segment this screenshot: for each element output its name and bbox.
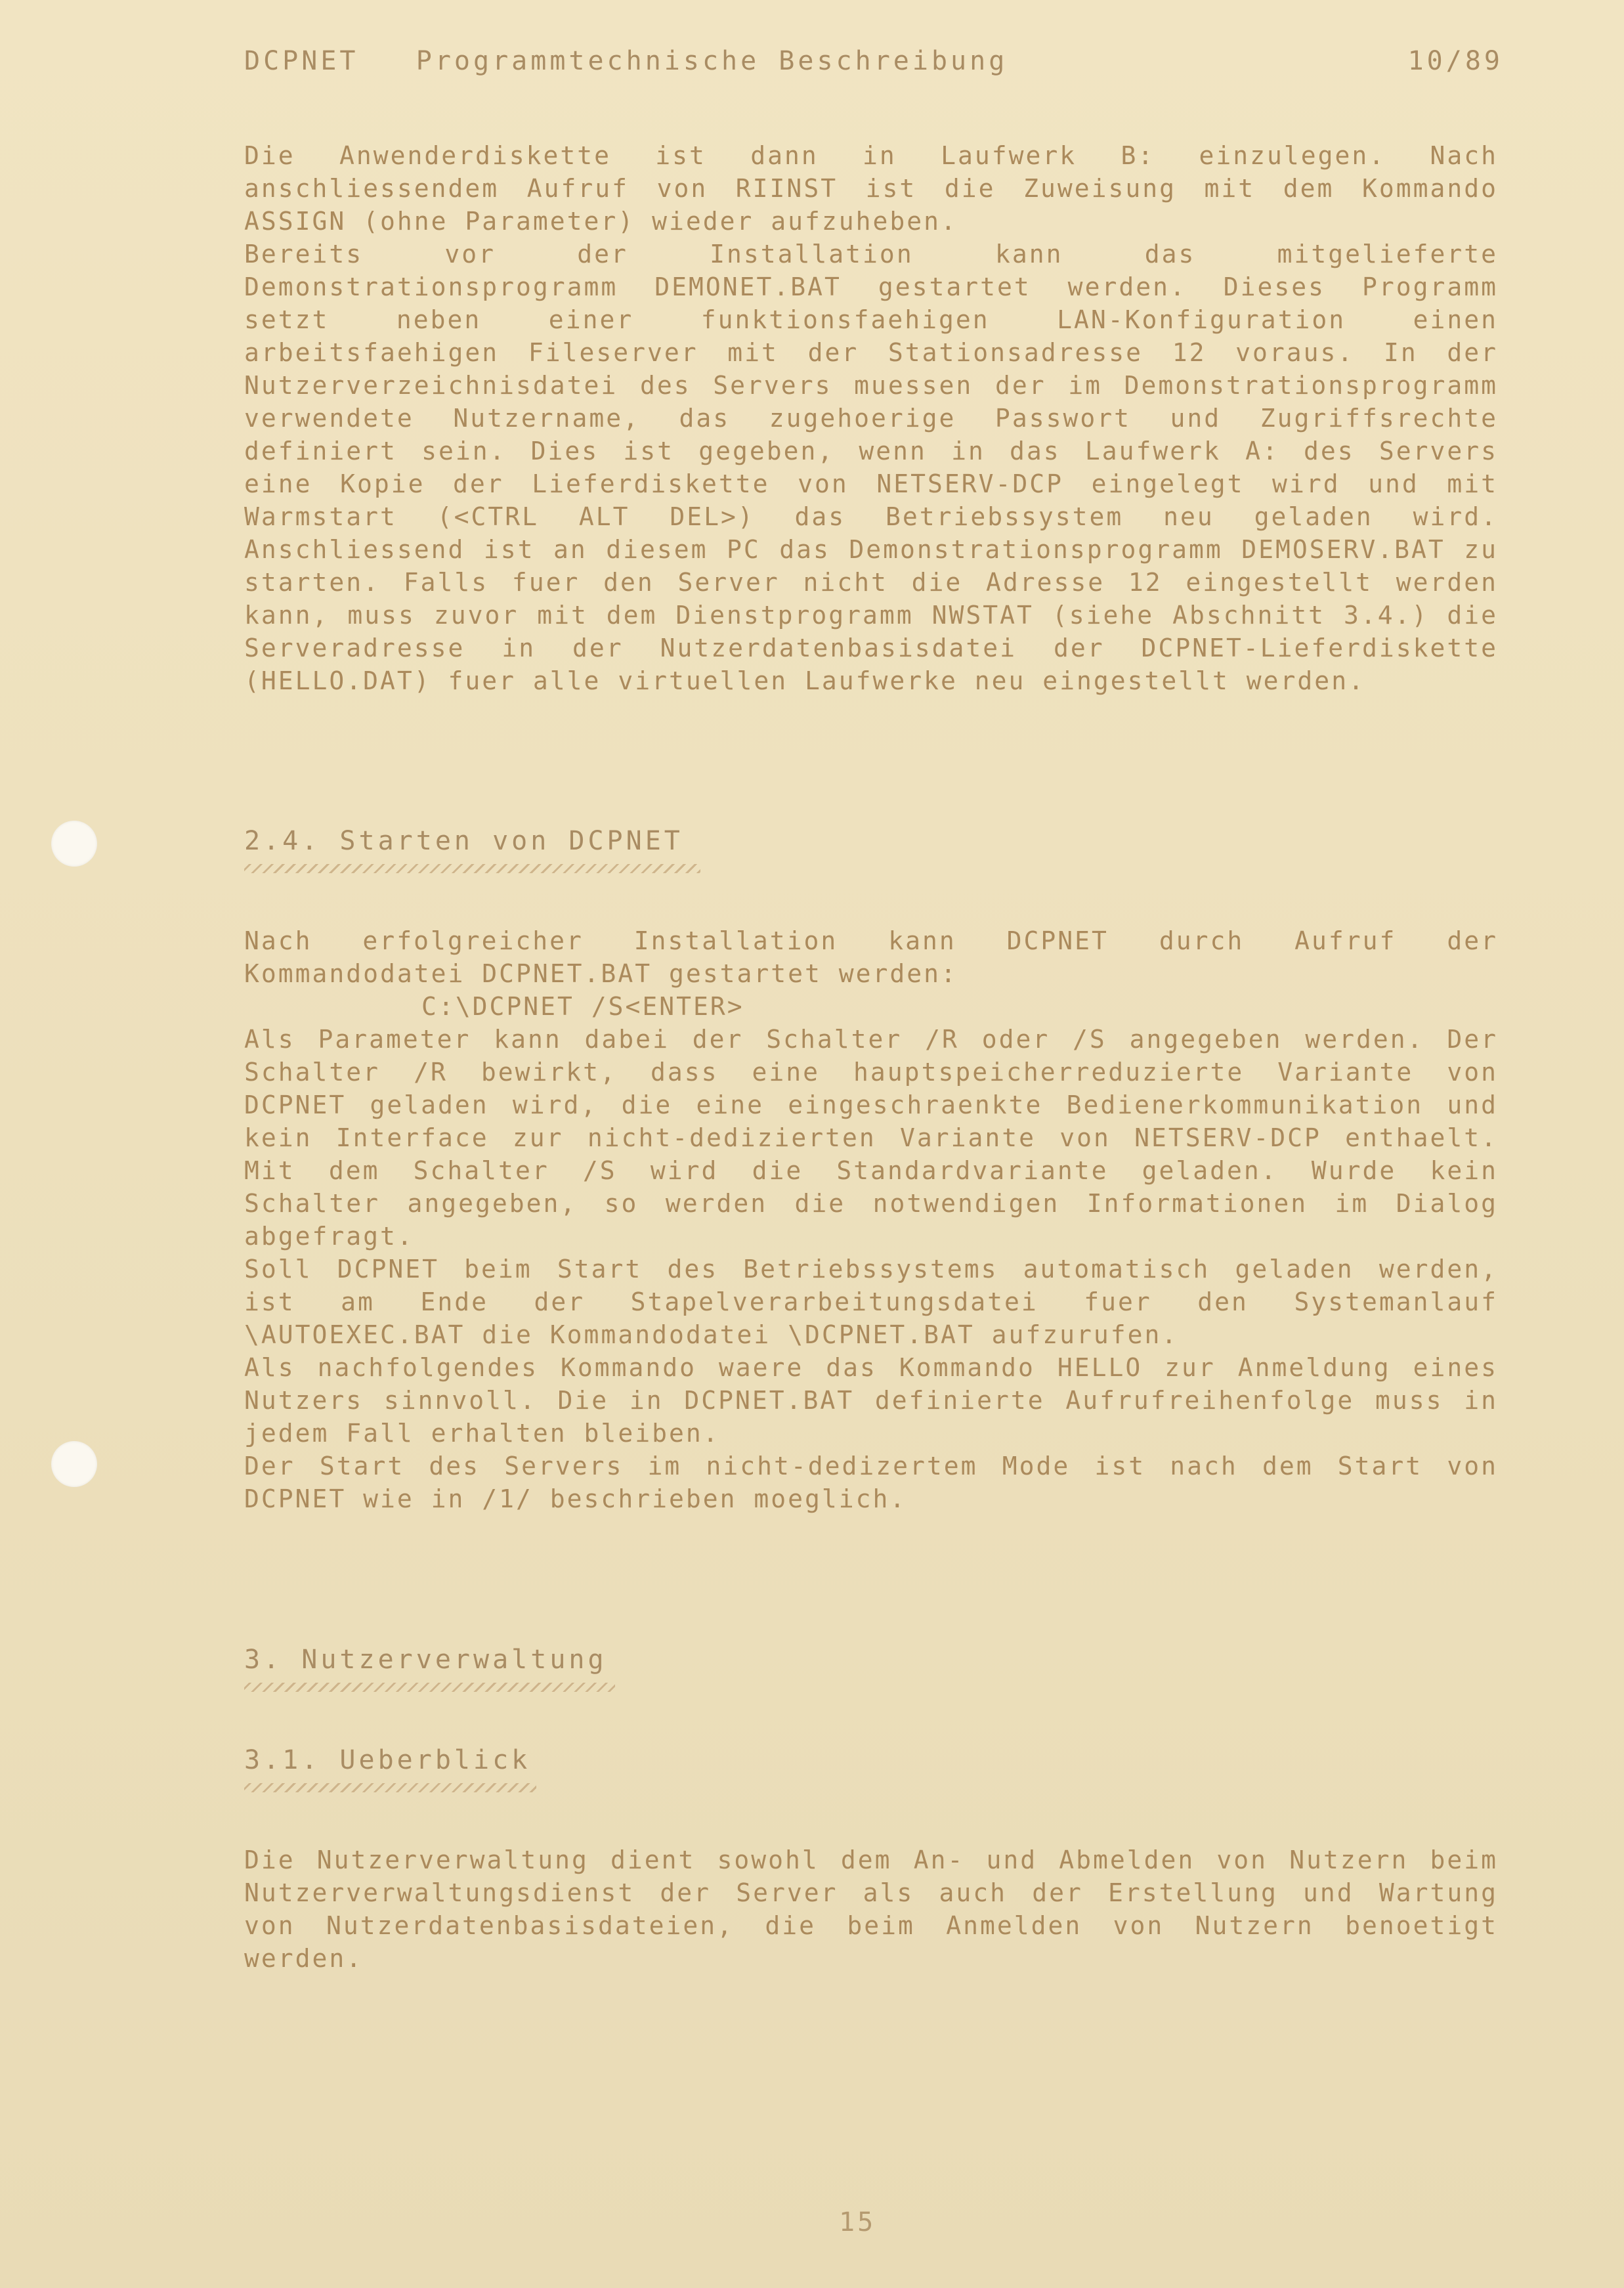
paragraph: Bereits vor der Installation kann das mitgelieferte Demonstrationsprogramm DEMONET.BAT gestartet werden. Dieses Programm setzt neben einer funktionsfaehigen LAN-Konfiguration einen arbeitsfaehigen Fileserver mit der Stationsadresse 12 voraus. In der Nutzerverzeichnisdatei des Servers muessen der im Demonstrationsprogramm verwendete Nutzername, das zugehoerige Passwort und Zugriffsrechte definiert sein. Dies ist gegeben, wenn in das Laufwerk A: des Servers eine Kopie der Lieferdiskette von NETSERV-DCP eingelegt wird und mit Warmstart (<CTRL ALT DEL>) das Betriebssystem neu geladen wird. Anschliessend ist an diesem PC das Demonstrationsprogramm DEMOSERV.BAT zu starten. Falls fuer den Server nicht die Adresse 12 eingestellt werden kann, muss zuvor mit dem Dienstprogramm NWSTAT (siehe Abschnitt 3.4.) die Serveradresse in der Nutzerdatenbasisdatei der DCPNET-Lieferdiskette (HELLO.DAT) fuer alle virtuellen Laufwerke neu eingestellt werden.	[244, 240, 1498, 695]
paragraph: Als Parameter kann dabei der Schalter /R oder /S angegeben werden. Der Schalter /R bewirkt, dass eine hauptspeicherreduzierte Variante von DCPNET geladen wird, die eine eingeschraenkte Bedienerkommunikation und kein Interface zur nicht-dedizierten Variante von NETSERV-DCP enthaelt. Mit dem Schalter /S wird die Standardvariante geladen. Wurde kein Schalter angegeben, so werden die notwendigen Informationen im Dialog abgefragt.	[244, 1025, 1498, 1251]
paragraph: Als nachfolgendes Kommando waere das Kommando HELLO zur Anmeldung eines Nutzers sinnvoll. Die in DCPNET.BAT definierte Aufrufreihenfolge muss in jedem Fall erhalten bleiben.	[244, 1353, 1498, 1448]
header-date: 10/89	[1407, 46, 1503, 76]
section-3-1-body	[244, 1844, 1498, 1975]
section-2-4-body	[244, 924, 1498, 1515]
paragraph: Der Start des Servers im nicht-dedizertem Mode ist nach dem Start von DCPNET wie in /1/ beschrieben moeglich.	[244, 1452, 1498, 1513]
punch-hole	[51, 1441, 97, 1487]
section-heading-3-1: 3.1. Ueberblick	[244, 1745, 531, 1775]
heading-underline	[244, 1783, 536, 1792]
page-number: 15	[839, 2207, 876, 2237]
paragraph: Die Nutzerverwaltung dient sowohl dem An- und Abmelden von Nutzern beim Nutzerverwaltungsdienst der Server als auch der Erstellung und Wartung von Nutzerdatenbasisdateien, die beim Anmelden von Nutzern benoetigt werden.	[244, 1846, 1498, 1973]
punch-hole	[51, 821, 97, 867]
heading-underline	[244, 1683, 615, 1692]
section-heading-3: 3. Nutzerverwaltung	[244, 1645, 607, 1675]
running-header	[244, 46, 1503, 76]
section-heading-2-4: 2.4. Starten von DCPNET	[244, 826, 683, 856]
command-line: C:\DCPNET /S<ENTER>	[421, 992, 744, 1021]
paragraph: Nach erfolgreicher Installation kann DCPNET durch Aufruf der Kommandodatei DCPNET.BAT gestartet werden:	[244, 926, 1498, 988]
header-title: DCPNET Programmtechnische Beschreibung	[244, 46, 1008, 76]
heading-underline	[244, 864, 700, 873]
paragraph: Soll DCPNET beim Start des Betriebssystems automatisch geladen werden, ist am Ende der Stapelverarbeitungsdatei fuer den Systemanlauf \AUTOEXEC.BAT die Kommandodatei \DCPNET.BAT aufzurufen.	[244, 1255, 1498, 1349]
section-a-body	[244, 139, 1498, 697]
paragraph: Die Anwenderdiskette ist dann in Laufwerk B: einzulegen. Nach anschliessendem Aufruf von RIINST ist die Zuweisung mit dem Kommando ASSIGN (ohne Parameter) wieder aufzuheben.	[244, 141, 1498, 236]
